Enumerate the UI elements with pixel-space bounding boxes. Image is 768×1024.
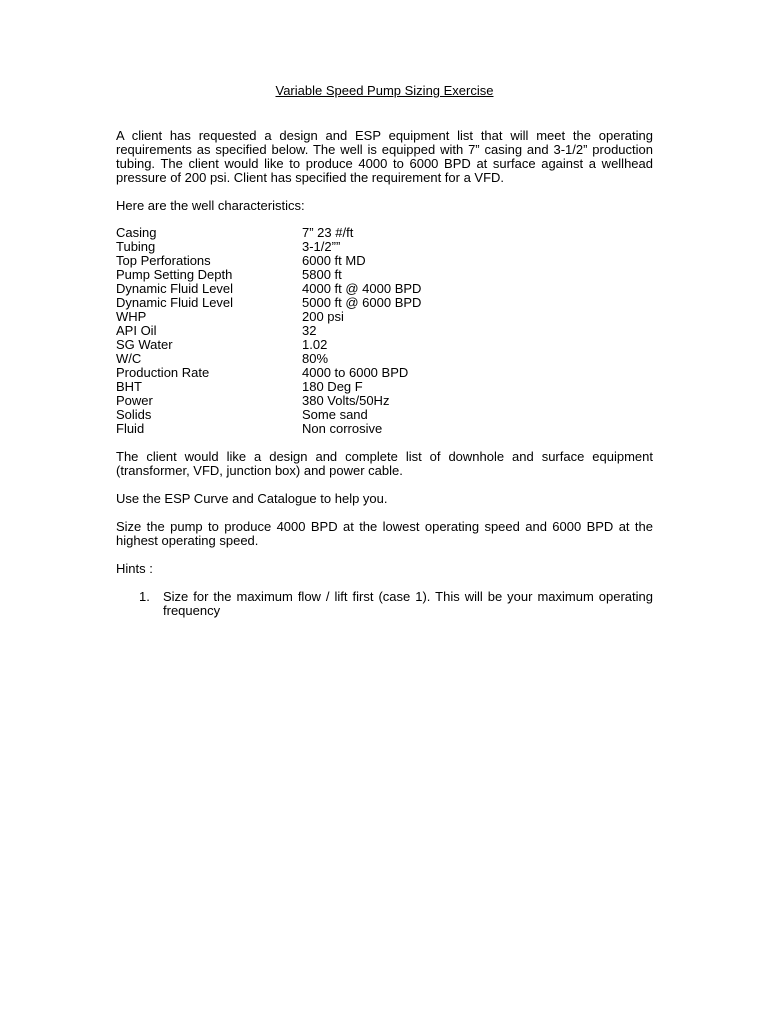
hints-list [116,590,653,618]
characteristic-label: W/C [116,351,142,366]
characteristic-row [116,254,653,268]
characteristic-label: Fluid [116,421,145,436]
document-page [116,84,653,618]
characteristic-label: Production Rate [116,365,210,380]
characteristic-value: 5800 ft [302,267,342,282]
characteristic-value: 1.02 [302,337,328,352]
characteristic-row [116,268,653,282]
hint-text: Size for the maximum flow / lift first (case 1). This will be your maximum operating frequency [163,589,653,618]
characteristic-row [116,422,653,436]
characteristic-label: WHP [116,309,147,324]
characteristic-value: Non corrosive [302,421,383,436]
characteristic-row [116,226,653,240]
characteristic-label: Tubing [116,239,156,254]
characteristic-value: 4000 to 6000 BPD [302,365,409,380]
characteristic-row [116,338,653,352]
characteristic-row [116,408,653,422]
characteristic-label: BHT [116,379,142,394]
characteristic-label: Power [116,393,153,408]
well-characteristics-table [116,226,653,436]
hint-number: 1. [139,589,150,604]
characteristic-row [116,380,653,394]
intro-paragraph: A client has requested a design and ESP equipment list that will meet the operating requirements as specified below. The well is equipped with 7” casing and 3-1/2” production tubing. The client would like to produce 4000 to 6000 BPD at surface against a wellhead pressure of 200 psi. Client has specified the requirement for a VFD. [116,128,653,185]
characteristic-value: Some sand [302,407,368,422]
characteristic-row [116,310,653,324]
characteristics-heading: Here are the well characteristics: [116,198,305,213]
characteristic-label: Pump Setting Depth [116,267,233,282]
characteristic-label: Solids [116,407,152,422]
characteristic-row [116,352,653,366]
characteristic-row [116,282,653,296]
characteristic-row [116,296,653,310]
characteristic-value: 200 psi [302,309,344,324]
size-instruction-paragraph: Size the pump to produce 4000 BPD at the lowest operating speed and 6000 BPD at the highest operating speed. [116,519,653,548]
characteristic-value: 180 Deg F [302,379,363,394]
characteristic-value: 7” 23 #/ft [302,225,354,240]
characteristic-label: Dynamic Fluid Level [116,281,234,296]
characteristic-value: 380 Volts/50Hz [302,393,390,408]
characteristic-label: API Oil [116,323,157,338]
characteristic-value: 80% [302,351,329,366]
characteristic-value: 6000 ft MD [302,253,366,268]
characteristic-label: Dynamic Fluid Level [116,295,234,310]
hints-heading: Hints : [116,561,153,576]
characteristic-label: Casing [116,225,157,240]
use-curve-paragraph: Use the ESP Curve and Catalogue to help you. [116,491,388,506]
characteristic-label: SG Water [116,337,173,352]
characteristic-value: 4000 ft @ 4000 BPD [302,281,422,296]
characteristic-row [116,394,653,408]
design-request-paragraph: The client would like a design and complete list of downhole and surface equipment (transformer, VFD, junction box) and power cable. [116,449,653,478]
document-title: Variable Speed Pump Sizing Exercise [275,83,494,98]
characteristic-value: 32 [302,323,317,338]
characteristic-value: 5000 ft @ 6000 BPD [302,295,422,310]
characteristic-label: Top Perforations [116,253,211,268]
characteristic-row [116,366,653,380]
characteristic-row [116,324,653,338]
hint-item [139,590,653,618]
characteristic-value: 3-1/2”” [302,239,341,254]
characteristic-row [116,240,653,254]
